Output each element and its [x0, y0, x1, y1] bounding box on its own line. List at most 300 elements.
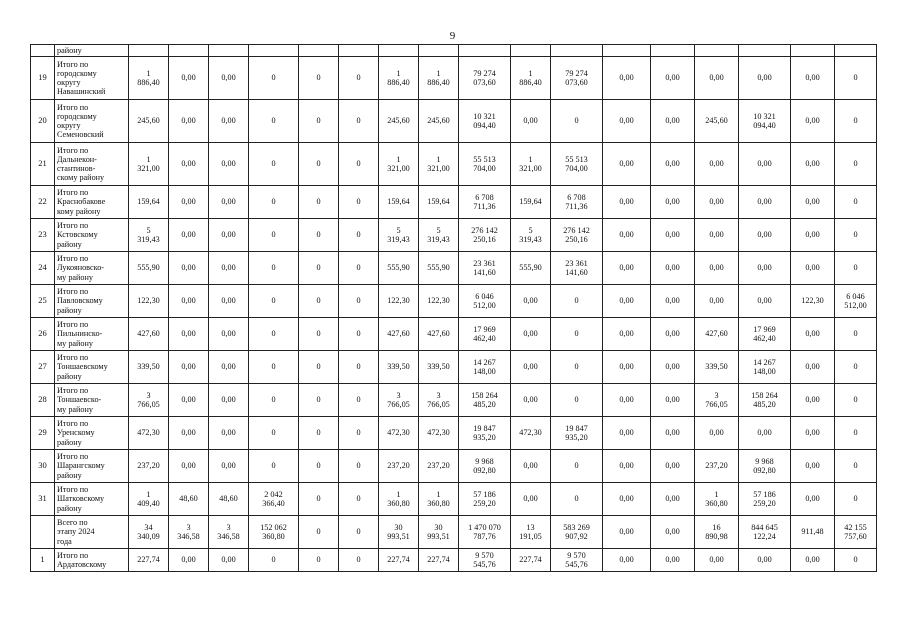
table-cell: 0,00 — [169, 252, 209, 285]
table-cell: 158 264 485,20 — [459, 384, 511, 417]
table-cell: 0,00 — [695, 252, 739, 285]
table-row — [31, 450, 877, 483]
table-cell: 0,00 — [739, 285, 791, 318]
table-cell: 0,00 — [603, 252, 651, 285]
table-cell: 0 — [339, 417, 379, 450]
table-cell: 0 — [835, 351, 877, 384]
row-index: 22 — [31, 186, 55, 219]
table-cell: 159,64 — [379, 186, 419, 219]
row-index — [31, 516, 55, 549]
table-cell — [459, 45, 511, 57]
table-cell: 227,74 — [379, 549, 419, 572]
table-cell: 0 — [835, 450, 877, 483]
table-cell — [209, 45, 249, 57]
table-cell: 0,00 — [209, 57, 249, 100]
row-name: Итого по Пильнинско- му району — [55, 318, 129, 351]
table-cell: 0,00 — [603, 57, 651, 100]
table-cell: 0 — [835, 100, 877, 143]
table-cell: 0,00 — [169, 285, 209, 318]
table-cell: 79 274 073,60 — [459, 57, 511, 100]
table-cell: 0,00 — [739, 219, 791, 252]
table-cell: 1 360,80 — [379, 483, 419, 516]
table-cell — [835, 45, 877, 57]
table-cell: 0 — [551, 318, 603, 351]
table-cell: 0,00 — [603, 417, 651, 450]
table-cell: 0 — [339, 351, 379, 384]
table-cell — [739, 45, 791, 57]
table-cell: 0 — [299, 143, 339, 186]
table-cell: 0 — [299, 285, 339, 318]
row-name: Итого по Павловскому району — [55, 285, 129, 318]
table-cell: 472,30 — [511, 417, 551, 450]
table-cell: 0,00 — [791, 100, 835, 143]
table-cell: 30 993,51 — [379, 516, 419, 549]
table-cell — [651, 45, 695, 57]
table-cell: 55 513 704,00 — [459, 143, 511, 186]
table-cell: 0,00 — [651, 450, 695, 483]
table-cell: 0,00 — [791, 186, 835, 219]
table-cell: 0 — [339, 186, 379, 219]
row-index: 30 — [31, 450, 55, 483]
table-cell: 0,00 — [695, 186, 739, 219]
table-cell: 0,00 — [169, 417, 209, 450]
table-cell: 472,30 — [379, 417, 419, 450]
table-cell: 0,00 — [209, 143, 249, 186]
table-cell: 0,00 — [739, 186, 791, 219]
table-cell: 0,00 — [603, 143, 651, 186]
table-cell: 0 — [299, 186, 339, 219]
table-cell: 9 570 545,76 — [459, 549, 511, 572]
row-index: 24 — [31, 252, 55, 285]
row-index: 21 — [31, 143, 55, 186]
table-cell: 0 — [339, 143, 379, 186]
table-cell: 0 — [339, 57, 379, 100]
table-cell: 427,60 — [129, 318, 169, 351]
table-cell: 0,00 — [209, 318, 249, 351]
table-cell: 237,20 — [129, 450, 169, 483]
table-cell: 0,00 — [169, 351, 209, 384]
table-cell: 57 186 259,20 — [459, 483, 511, 516]
table-cell: 0 — [835, 252, 877, 285]
table-cell: 0,00 — [169, 549, 209, 572]
table-cell — [791, 45, 835, 57]
table-cell — [299, 45, 339, 57]
table-cell: 0 — [339, 252, 379, 285]
table-cell: 0 — [835, 57, 877, 100]
table-cell: 0,00 — [209, 384, 249, 417]
table-cell: 3 766,05 — [419, 384, 459, 417]
table-cell: 6 708 711,36 — [459, 186, 511, 219]
row-index: 1 — [31, 549, 55, 572]
table-cell: 55 513 704,00 — [551, 143, 603, 186]
page-number: 9 — [449, 30, 456, 42]
row-index: 27 — [31, 351, 55, 384]
table-cell: 237,20 — [419, 450, 459, 483]
table-cell: 0,00 — [209, 100, 249, 143]
table-cell: 3 346,58 — [169, 516, 209, 549]
table-cell: 0,00 — [651, 252, 695, 285]
table-cell: 1 886,40 — [419, 57, 459, 100]
table-cell: 339,50 — [379, 351, 419, 384]
table-row — [31, 252, 877, 285]
table-cell: 0,00 — [651, 384, 695, 417]
table-cell: 0 — [249, 285, 299, 318]
table-cell: 227,74 — [511, 549, 551, 572]
table-cell: 0 — [249, 318, 299, 351]
table-cell: 0,00 — [511, 318, 551, 351]
table-cell: 0,00 — [695, 417, 739, 450]
table-cell: 0,00 — [791, 549, 835, 572]
table-cell: 0 — [249, 384, 299, 417]
table-cell: 555,90 — [419, 252, 459, 285]
table-cell: 0 — [339, 516, 379, 549]
table-cell: 0 — [339, 219, 379, 252]
table-cell: 911,48 — [791, 516, 835, 549]
table-cell: 10 321 094,40 — [739, 100, 791, 143]
table-cell: 0,00 — [651, 100, 695, 143]
table-cell: 57 186 259,20 — [739, 483, 791, 516]
table-cell: 152 062 360,80 — [249, 516, 299, 549]
row-name: Итого по Тоншаевско- му району — [55, 384, 129, 417]
table-cell: 0 — [249, 186, 299, 219]
table-cell: 0 — [339, 100, 379, 143]
table-cell: 227,74 — [129, 549, 169, 572]
table-cell — [551, 45, 603, 57]
table-cell: 0 — [299, 450, 339, 483]
table-cell: 0 — [299, 549, 339, 572]
table-cell: 0 — [299, 384, 339, 417]
table-cell: 0 — [835, 186, 877, 219]
table-cell: 48,60 — [169, 483, 209, 516]
table-cell: 0 — [835, 384, 877, 417]
table-cell: 5 319,43 — [379, 219, 419, 252]
table-cell: 0 — [339, 450, 379, 483]
table-cell: 0 — [249, 450, 299, 483]
row-name: Итого по городскому округу Навашинский — [55, 57, 129, 100]
table-cell: 0,00 — [603, 285, 651, 318]
table-cell: 0 — [249, 549, 299, 572]
table-cell: 0,00 — [169, 186, 209, 219]
table-cell: 0,00 — [791, 252, 835, 285]
table-cell — [339, 45, 379, 57]
table-cell: 159,64 — [419, 186, 459, 219]
table-cell: 0,00 — [695, 57, 739, 100]
table-row — [31, 483, 877, 516]
table-cell: 1 321,00 — [511, 143, 551, 186]
table-cell: 3 346,58 — [209, 516, 249, 549]
table-cell: 0,00 — [739, 417, 791, 450]
table-cell: 0 — [835, 417, 877, 450]
table-cell: 0,00 — [511, 351, 551, 384]
table-cell: 1 321,00 — [129, 143, 169, 186]
table-cell: 34 340,09 — [129, 516, 169, 549]
table-cell: 0 — [299, 252, 339, 285]
table-cell: 0 — [835, 549, 877, 572]
table-cell: 0,00 — [603, 549, 651, 572]
table-cell: 0 — [249, 252, 299, 285]
table-cell — [419, 45, 459, 57]
table-cell: 339,50 — [419, 351, 459, 384]
table-cell: 0 — [835, 143, 877, 186]
table-cell: 0 — [299, 483, 339, 516]
table-row — [31, 549, 877, 572]
table-cell: 0,00 — [603, 351, 651, 384]
table-cell: 0,00 — [603, 100, 651, 143]
table-cell: 0,00 — [651, 186, 695, 219]
table-cell: 555,90 — [511, 252, 551, 285]
table-row — [31, 318, 877, 351]
row-index: 29 — [31, 417, 55, 450]
table-cell — [129, 45, 169, 57]
table-cell: 0 — [551, 450, 603, 483]
table-row — [31, 45, 877, 57]
table-cell: 17 969 462,40 — [459, 318, 511, 351]
table-cell: 19 847 935,20 — [551, 417, 603, 450]
table-cell: 276 142 250,16 — [551, 219, 603, 252]
table-cell: 0,00 — [603, 450, 651, 483]
table-cell: 122,30 — [791, 285, 835, 318]
table-cell: 0,00 — [511, 384, 551, 417]
table-cell: 0,00 — [209, 219, 249, 252]
table-cell: 6 708 711,36 — [551, 186, 603, 219]
table-cell: 0,00 — [603, 384, 651, 417]
table-cell — [511, 45, 551, 57]
row-name: Итого по Шарангскому району — [55, 450, 129, 483]
table-cell: 339,50 — [695, 351, 739, 384]
row-index: 20 — [31, 100, 55, 143]
row-name: Итого по Шатковскому району — [55, 483, 129, 516]
table-cell: 0,00 — [791, 483, 835, 516]
table-cell: 3 766,05 — [129, 384, 169, 417]
table-cell: 427,60 — [379, 318, 419, 351]
table-cell: 16 890,98 — [695, 516, 739, 549]
table-cell: 0,00 — [651, 285, 695, 318]
table-cell: 245,60 — [129, 100, 169, 143]
table-cell: 0,00 — [791, 384, 835, 417]
table-body — [31, 45, 877, 572]
row-index — [31, 45, 55, 57]
table-cell: 0,00 — [791, 219, 835, 252]
table-cell: 0,00 — [209, 549, 249, 572]
row-index: 26 — [31, 318, 55, 351]
table-cell: 0 — [835, 483, 877, 516]
table-cell: 1 470 070 787,76 — [459, 516, 511, 549]
table-cell: 245,60 — [695, 100, 739, 143]
table-cell: 158 264 485,20 — [739, 384, 791, 417]
table-cell: 13 191,05 — [511, 516, 551, 549]
table-cell: 0 — [299, 100, 339, 143]
table-cell: 0,00 — [511, 285, 551, 318]
table-cell: 0,00 — [169, 219, 209, 252]
table-cell: 0 — [249, 417, 299, 450]
table-cell: 0 — [551, 351, 603, 384]
table-cell: 0,00 — [651, 57, 695, 100]
row-name: Всего по этапу 2024 года — [55, 516, 129, 549]
table-cell: 0 — [249, 351, 299, 384]
table-cell: 0,00 — [169, 318, 209, 351]
table-cell: 0 — [339, 318, 379, 351]
table-cell: 3 766,05 — [695, 384, 739, 417]
table-cell: 0 — [551, 384, 603, 417]
row-name: Итого по городскому округу Семеновский — [55, 100, 129, 143]
table-row — [31, 417, 877, 450]
table-cell: 23 361 141,60 — [551, 252, 603, 285]
table-cell: 0,00 — [651, 219, 695, 252]
table-cell — [603, 45, 651, 57]
table-cell: 9 968 092,80 — [739, 450, 791, 483]
table-cell: 0 — [299, 351, 339, 384]
table-cell: 0 — [551, 100, 603, 143]
table-cell: 0,00 — [739, 143, 791, 186]
table-cell: 1 321,00 — [379, 143, 419, 186]
row-name: Итого по Лукояновско- му району — [55, 252, 129, 285]
table-cell: 30 993,51 — [419, 516, 459, 549]
table-cell: 0,00 — [739, 549, 791, 572]
table-cell: 0,00 — [209, 252, 249, 285]
table-cell: 0 — [249, 100, 299, 143]
table-cell: 245,60 — [419, 100, 459, 143]
table-row — [31, 285, 877, 318]
table-cell: 122,30 — [419, 285, 459, 318]
table-cell: 0,00 — [651, 483, 695, 516]
table-cell: 14 267 148,00 — [739, 351, 791, 384]
table-cell: 0,00 — [651, 351, 695, 384]
table-cell: 0 — [299, 219, 339, 252]
table-cell: 5 319,43 — [419, 219, 459, 252]
table-cell: 0,00 — [169, 100, 209, 143]
table-cell — [249, 45, 299, 57]
table-cell: 5 319,43 — [129, 219, 169, 252]
row-name: району — [55, 45, 129, 57]
table-cell — [695, 45, 739, 57]
table-cell: 0,00 — [651, 417, 695, 450]
table-cell: 0,00 — [511, 483, 551, 516]
table-cell: 9 570 545,76 — [551, 549, 603, 572]
table-cell: 237,20 — [695, 450, 739, 483]
table-cell: 0,00 — [791, 318, 835, 351]
table-cell: 0,00 — [651, 143, 695, 186]
table-cell: 0,00 — [511, 450, 551, 483]
table-row — [31, 143, 877, 186]
table-cell: 0,00 — [169, 143, 209, 186]
table-cell: 14 267 148,00 — [459, 351, 511, 384]
table-row — [31, 100, 877, 143]
table-cell: 0 — [299, 516, 339, 549]
table-cell: 10 321 094,40 — [459, 100, 511, 143]
row-index: 23 — [31, 219, 55, 252]
table-cell: 472,30 — [129, 417, 169, 450]
table-cell: 1 886,40 — [511, 57, 551, 100]
table-row — [31, 384, 877, 417]
table-cell — [169, 45, 209, 57]
row-name: Итого по Дальнекон- стантинов- скому району — [55, 143, 129, 186]
table-cell: 0 — [299, 417, 339, 450]
table-cell: 0 — [835, 318, 877, 351]
row-name: Итого по Краснобакове кому району — [55, 186, 129, 219]
table-cell: 159,64 — [511, 186, 551, 219]
table-cell: 1 360,80 — [695, 483, 739, 516]
table-cell: 0 — [339, 285, 379, 318]
table-cell: 237,20 — [379, 450, 419, 483]
table-cell: 2 042 366,40 — [249, 483, 299, 516]
table-cell: 0,00 — [603, 219, 651, 252]
table-cell: 0,00 — [739, 57, 791, 100]
row-index: 31 — [31, 483, 55, 516]
row-name: Итого по Уренскому району — [55, 417, 129, 450]
table-cell: 0,00 — [209, 285, 249, 318]
table-cell: 122,30 — [379, 285, 419, 318]
table-cell: 48,60 — [209, 483, 249, 516]
row-name: Итого по Тоншаевскому району — [55, 351, 129, 384]
table-cell: 427,60 — [695, 318, 739, 351]
table-cell: 0,00 — [651, 516, 695, 549]
table-cell: 1 321,00 — [419, 143, 459, 186]
table-row — [31, 516, 877, 549]
table-cell: 42 155 757,60 — [835, 516, 877, 549]
table-cell: 583 269 907,92 — [551, 516, 603, 549]
table-row — [31, 351, 877, 384]
table-cell: 0,00 — [739, 252, 791, 285]
row-index: 19 — [31, 57, 55, 100]
table-cell: 0,00 — [651, 318, 695, 351]
table-cell: 844 645 122,24 — [739, 516, 791, 549]
table-cell: 0 — [339, 483, 379, 516]
table-cell: 0,00 — [695, 219, 739, 252]
row-name: Итого по Кстовскому району — [55, 219, 129, 252]
table-cell: 0,00 — [169, 450, 209, 483]
table-row — [31, 186, 877, 219]
table-cell: 0 — [551, 285, 603, 318]
table-cell: 0,00 — [695, 549, 739, 572]
table-cell: 0 — [299, 57, 339, 100]
table-cell: 555,90 — [129, 252, 169, 285]
table-cell: 0 — [249, 57, 299, 100]
table-cell: 555,90 — [379, 252, 419, 285]
table-row — [31, 57, 877, 100]
table-cell: 0,00 — [791, 450, 835, 483]
table-cell: 245,60 — [379, 100, 419, 143]
table-cell: 0,00 — [209, 186, 249, 219]
table-cell: 6 046 512,00 — [459, 285, 511, 318]
table-cell: 427,60 — [419, 318, 459, 351]
table-cell — [379, 45, 419, 57]
row-name: Итого по Ардатовскому — [55, 549, 129, 572]
table-cell: 227,74 — [419, 549, 459, 572]
table-cell: 0,00 — [695, 285, 739, 318]
table-cell: 472,30 — [419, 417, 459, 450]
table-cell: 0,00 — [791, 351, 835, 384]
table-cell: 159,64 — [129, 186, 169, 219]
table-cell: 0,00 — [791, 417, 835, 450]
table-cell: 0,00 — [209, 417, 249, 450]
table-cell: 0 — [249, 219, 299, 252]
table-cell: 0,00 — [209, 450, 249, 483]
table-cell: 19 847 935,20 — [459, 417, 511, 450]
table-cell: 0,00 — [169, 384, 209, 417]
table-cell: 0,00 — [791, 57, 835, 100]
table-cell: 0 — [835, 219, 877, 252]
table-cell: 0 — [299, 318, 339, 351]
table-cell: 0 — [551, 483, 603, 516]
row-index: 28 — [31, 384, 55, 417]
table-cell: 0,00 — [511, 100, 551, 143]
table-cell: 0,00 — [603, 483, 651, 516]
table-cell: 17 969 462,40 — [739, 318, 791, 351]
table-cell: 0 — [339, 549, 379, 572]
table-cell: 0,00 — [695, 143, 739, 186]
table-cell: 339,50 — [129, 351, 169, 384]
table-cell: 5 319,43 — [511, 219, 551, 252]
